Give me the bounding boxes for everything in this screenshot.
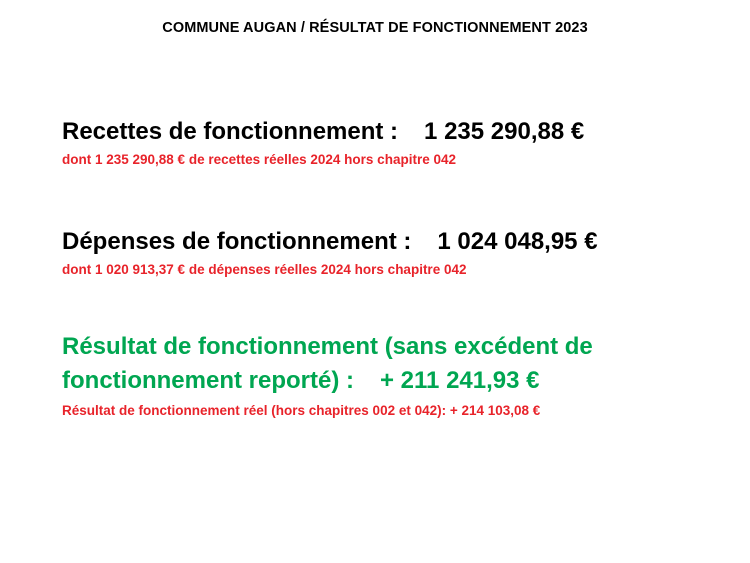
section-resultat	[62, 330, 702, 420]
recettes-amount: 1 235 290,88 €	[424, 118, 585, 145]
recettes-note: dont 1 235 290,88 € de recettes réelles 2024 hors chapitre 042	[62, 151, 456, 167]
resultat-line	[62, 330, 682, 398]
resultat-note: Résultat de fonctionnement réel (hors chapitres 002 et 042): + 214 103,08 €	[62, 403, 541, 419]
depenses-amount: 1 024 048,95 €	[437, 228, 598, 255]
section-recettes	[62, 118, 702, 169]
resultat-label: Résultat de fonctionnement (sans excédent de fonctionnement reporté) :	[62, 333, 593, 395]
recettes-label: Recettes de fonctionnement :	[62, 118, 399, 145]
depenses-note: dont 1 020 913,37 € de dépenses réelles 2024 hors chapitre 042	[62, 261, 467, 277]
resultat-amount: + 211 241,93 €	[380, 367, 540, 395]
depenses-label: Dépenses de fonctionnement :	[62, 228, 412, 255]
recettes-line	[62, 118, 702, 146]
section-depenses	[62, 228, 702, 279]
depenses-line	[62, 228, 702, 256]
page-title: COMMUNE AUGAN / RÉSULTAT DE FONCTIONNEMENT 2023	[162, 20, 588, 36]
